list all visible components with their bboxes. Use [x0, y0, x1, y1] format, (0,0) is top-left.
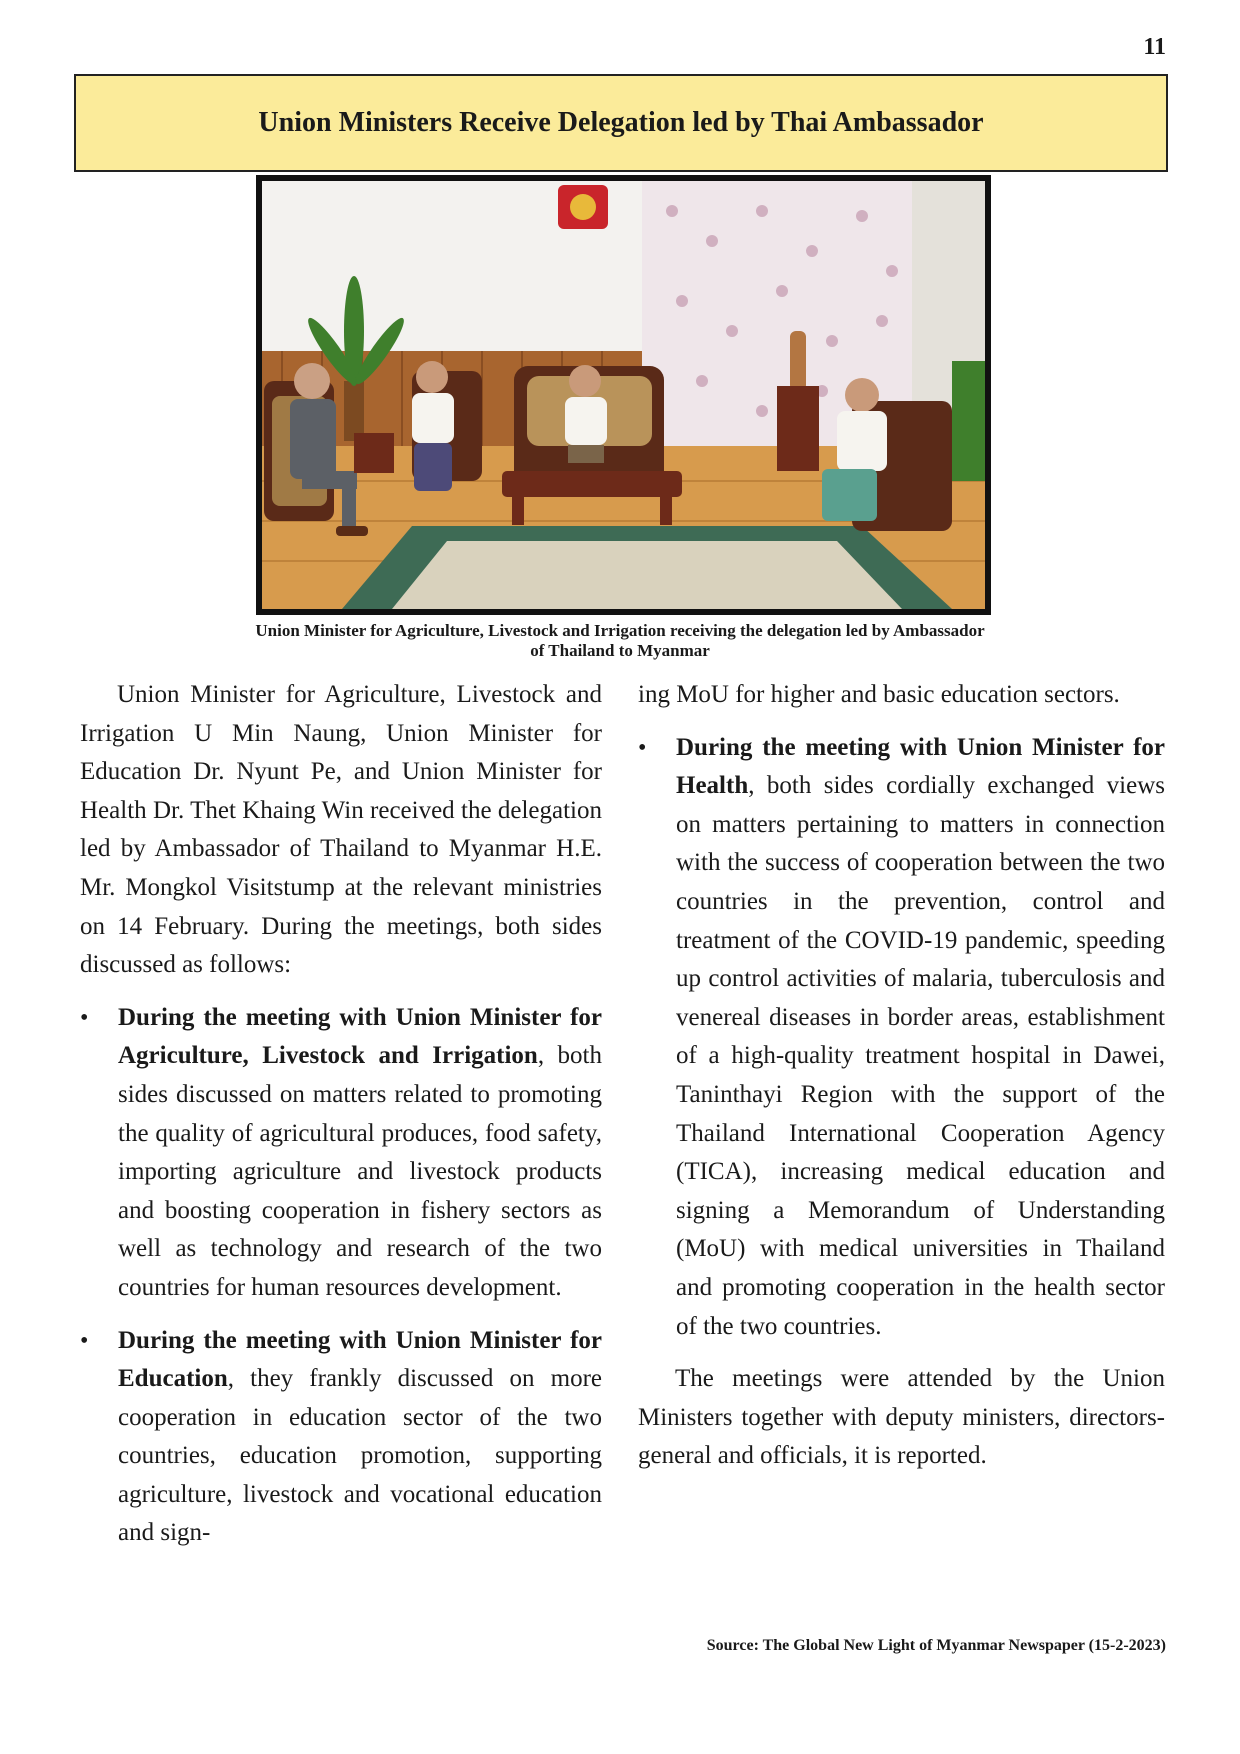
bullet-health — [638, 729, 1165, 1347]
right-column — [638, 676, 1165, 1490]
bullet-education-continuation: ing MoU for higher and basic education sectors. — [638, 681, 1120, 708]
page-number: 11 — [1143, 34, 1166, 60]
bullet-education — [80, 1322, 602, 1554]
headline: Union Ministers Receive Delegation led by Thai Ambassador — [258, 107, 984, 138]
bullet-health-text: , both sides cordially exchanged views on matters pertaining to matters in connection with the success of cooperation between the two countries in the prevention, control and treatment of the COVID-19 pandemic, speeding up control activities of malaria, tuberculosis and venereal diseases in border areas, establishment of a high-quality treatment hospital in Dawei, Taninthayi Region with the support of the Thailand International Cooperation Agency (TICA), increasing medical education and signing a Memorandum of Understanding (MoU) with medical universities in Thailand and promoting cooperation in the health sector of the two countries. — [676, 772, 1165, 1340]
caption-line-1: Union Minister for Agriculture, Livestock and Irrigation receiving the delegation led by Ambassador — [255, 621, 985, 640]
bullet-list — [80, 999, 602, 1553]
bullet-list-continued — [638, 729, 1165, 1347]
source-credit: Source: The Global New Light of Myanmar Newspaper (15-2-2023) — [706, 1637, 1166, 1654]
photo-illustration — [262, 181, 985, 609]
headline-box — [74, 74, 1168, 172]
bullet-education-lead: During the meeting with Union Minister for Education — [118, 1326, 602, 1393]
intro-paragraph: Union Minister for Agriculture, Livestock and Irrigation U Min Naung, Union Minister for Education Dr. Nyunt Pe, and Union Minister for Health Dr. Thet Khaing Win received the delegation led by Ambassador of Thailand to Myanmar H.E. Mr. Mongkol Visitstump at the relevant ministries on 14 February. During the meetings, both sides discussed as follows: — [80, 681, 602, 979]
bullet-agriculture-lead: During the meeting with Union Minister for Agriculture, Livestock and Irrigation — [118, 1003, 602, 1070]
meeting-room-photo — [256, 175, 991, 615]
left-column — [80, 676, 602, 1553]
bullet-education-text: , they frankly discussed on more cooperation in education sector of the two countries, education promotion, supporting agriculture, livestock and vocational education and sign- — [118, 1365, 602, 1547]
bullet-agriculture — [80, 999, 602, 1308]
bullet-health-lead: During the meeting with Union Minister for Health — [676, 733, 1165, 800]
photo-caption — [120, 621, 1120, 661]
caption-line-2: of Thailand to Myanmar — [530, 641, 710, 660]
closing-paragraph: The meetings were attended by the Union Ministers together with deputy ministers, directors-general and officials, it is reported. — [638, 1365, 1165, 1470]
bullet-agriculture-text: , both sides discussed on matters related to promoting the quality of agricultural produces, food safety, importing agriculture and livestock products and boosting cooperation in fishery sectors as well as technology and research of the two countries for human resources development. — [118, 1042, 602, 1301]
